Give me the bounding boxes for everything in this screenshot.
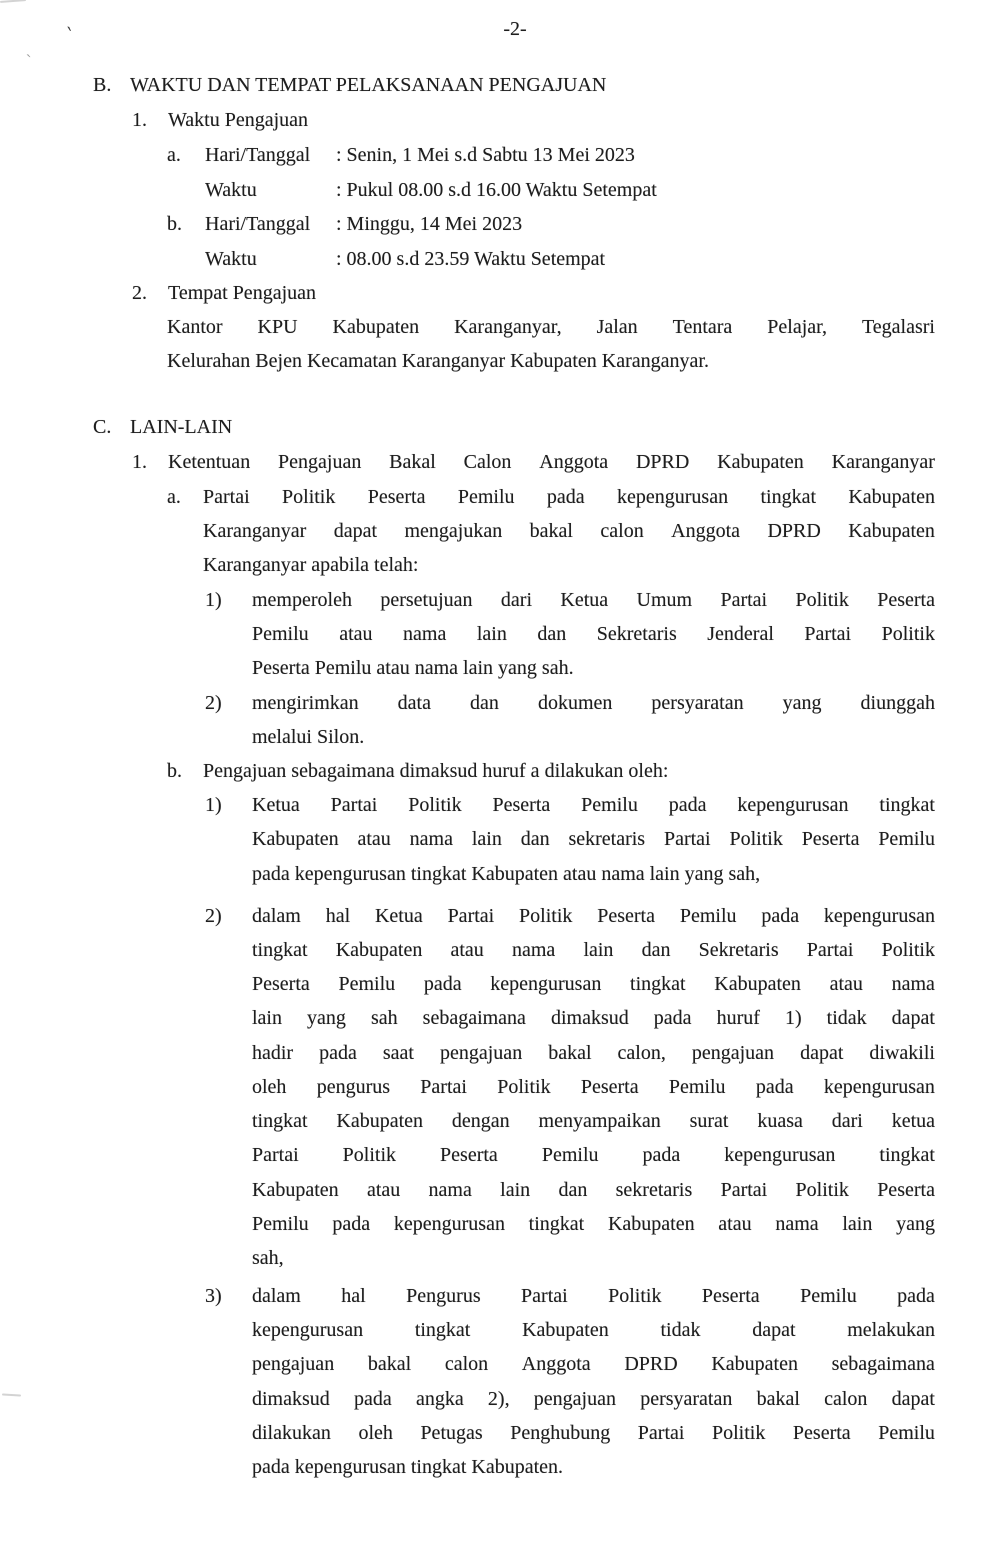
section-c-heading-seg0: C. [93, 416, 112, 438]
line-hari-tanggal-b-seg1: Hari/Tanggal [205, 213, 311, 235]
sub-b-2-line: sah, [252, 1247, 284, 1269]
sub-b-2-line: tingkat Kabupaten atau nama lain dan Sekretaris Partai Politik [252, 939, 935, 961]
sub-a-1-line-seg0: 1) [205, 589, 222, 611]
item-tempat-pengajuan-seg0: 2. [132, 282, 147, 304]
line-hari-tanggal-a-seg1: Hari/Tanggal [205, 144, 311, 166]
line-waktu-a-seg1: : Pukul 08.00 s.d 16.00 Waktu Setempat [336, 179, 657, 201]
sub-a-line: Karanganyar apabila telah: [203, 554, 419, 576]
sub-b-3-line-seg1: dalam hal Pengurus Partai Politik Peserta Pemilu pada [252, 1285, 935, 1307]
sub-b-2-line: hadir pada saat pengajuan bakal calon, pengajuan dapat diwakili [252, 1042, 935, 1064]
line-hari-tanggal-b-seg0: b. [167, 213, 182, 235]
item-waktu-pengajuan-seg1: Waktu Pengajuan [168, 109, 309, 131]
section-b-heading-seg0: B. [93, 74, 112, 96]
section-b-heading-seg1: WAKTU DAN TEMPAT PELAKSANAAN PENGAJUAN [130, 74, 607, 96]
line-waktu-b-seg1: : 08.00 s.d 23.59 Waktu Setempat [336, 248, 606, 270]
sub-b-2-line: Pemilu pada kepengurusan tingkat Kabupaten atau nama lain yang [252, 1213, 935, 1235]
sub-b-2-line: Peserta Pemilu pada kepengurusan tingkat Kabupaten atau nama [252, 973, 935, 995]
item-ketentuan-pengajuan-seg0: 1. [132, 451, 147, 473]
scan-tick-artifact-left: ` [25, 51, 35, 72]
section-c-heading-seg1: LAIN-LAIN [130, 416, 233, 438]
sub-b-2-line: lain yang sah sebagaimana dimaksud pada huruf 1) tidak dapat [252, 1007, 935, 1029]
sub-b-2-line-seg0: 2) [205, 905, 222, 927]
sub-b-2-line: oleh pengurus Partai Politik Peserta Pemilu pada kepengurusan [252, 1076, 935, 1098]
sub-a-line-seg0: a. [167, 486, 181, 508]
line-waktu-b-seg0: Waktu [205, 248, 257, 270]
sub-a-1-line: Pemilu atau nama lain dan Sekretaris Jenderal Partai Politik [252, 623, 935, 645]
pencil-smudge-artifact [0, 0, 26, 3]
line-waktu-a-seg0: Waktu [205, 179, 257, 201]
page-number: -2- [503, 18, 527, 40]
line-hari-tanggal-a-seg0: a. [167, 144, 181, 166]
sub-a-2-line: melalui Silon. [252, 726, 365, 748]
scan-tick-artifact-top: ` [61, 23, 77, 49]
sub-b-1-line: Kabupaten atau nama lain dan sekretaris Partai Politik Peserta Pemilu [252, 828, 935, 850]
sub-a-1-line: Peserta Pemilu atau nama lain yang sah. [252, 657, 574, 679]
sub-b-3-line: kepengurusan tingkat Kabupaten tidak dapat melakukan [252, 1319, 935, 1341]
sub-b-2-line: Partai Politik Peserta Pemilu pada kepengurusan tingkat [252, 1144, 935, 1166]
sub-a-1-line-seg1: memperoleh persetujuan dari Ketua Umum Partai Politik Peserta [252, 589, 935, 611]
sub-a-line: Karanganyar dapat mengajukan bakal calon Anggota DPRD Kabupaten [203, 520, 935, 542]
sub-a-2-line-seg1: mengirimkan data dan dokumen persyaratan yang diunggah [252, 692, 935, 714]
item-ketentuan-pengajuan-seg1: Ketentuan Pengajuan Bakal Calon Anggota DPRD Kabupaten Karanganyar [168, 451, 935, 473]
sub-b-1-line-seg0: 1) [205, 794, 222, 816]
sub-b-3-line: pada kepengurusan tingkat Kabupaten. [252, 1456, 564, 1478]
sub-b-1-line-seg1: Ketua Partai Politik Peserta Pemilu pada kepengurusan tingkat [252, 794, 935, 816]
sub-b-3-line-seg0: 3) [205, 1285, 222, 1307]
sub-b-2-line-seg1: dalam hal Ketua Partai Politik Peserta Pemilu pada kepengurusan [252, 905, 935, 927]
tempat-address-line: Kantor KPU Kabupaten Karanganyar, Jalan Tentara Pelajar, Tegalasri [167, 316, 935, 338]
sub-b-line-seg0: b. [167, 760, 182, 782]
sub-b-3-line: pengajuan bakal calon Anggota DPRD Kabupaten sebagaimana [252, 1353, 935, 1375]
pencil-smudge-artifact [2, 1394, 21, 1397]
sub-a-2-line-seg0: 2) [205, 692, 222, 714]
item-waktu-pengajuan-seg0: 1. [132, 109, 147, 131]
sub-b-1-line: pada kepengurusan tingkat Kabupaten atau nama lain yang sah, [252, 863, 761, 885]
sub-a-line-seg1: Partai Politik Peserta Pemilu pada kepengurusan tingkat Kabupaten [203, 486, 935, 508]
sub-b-3-line: dilakukan oleh Petugas Penghubung Partai Politik Peserta Pemilu [252, 1422, 935, 1444]
sub-b-2-line: tingkat Kabupaten dengan menyampaikan surat kuasa dari ketua [252, 1110, 935, 1132]
line-hari-tanggal-a-seg2: : Senin, 1 Mei s.d Sabtu 13 Mei 2023 [336, 144, 635, 166]
tempat-address-line: Kelurahan Bejen Kecamatan Karanganyar Kabupaten Karanganyar. [167, 350, 709, 372]
line-hari-tanggal-b-seg2: : Minggu, 14 Mei 2023 [336, 213, 523, 235]
sub-b-line-seg1: Pengajuan sebagaimana dimaksud huruf a dilakukan oleh: [203, 760, 669, 782]
sub-b-3-line: dimaksud pada angka 2), pengajuan persyaratan bakal calon dapat [252, 1388, 935, 1410]
item-tempat-pengajuan-seg1: Tempat Pengajuan [168, 282, 316, 304]
sub-b-2-line: Kabupaten atau nama lain dan sekretaris Partai Politik Peserta [252, 1179, 935, 1201]
